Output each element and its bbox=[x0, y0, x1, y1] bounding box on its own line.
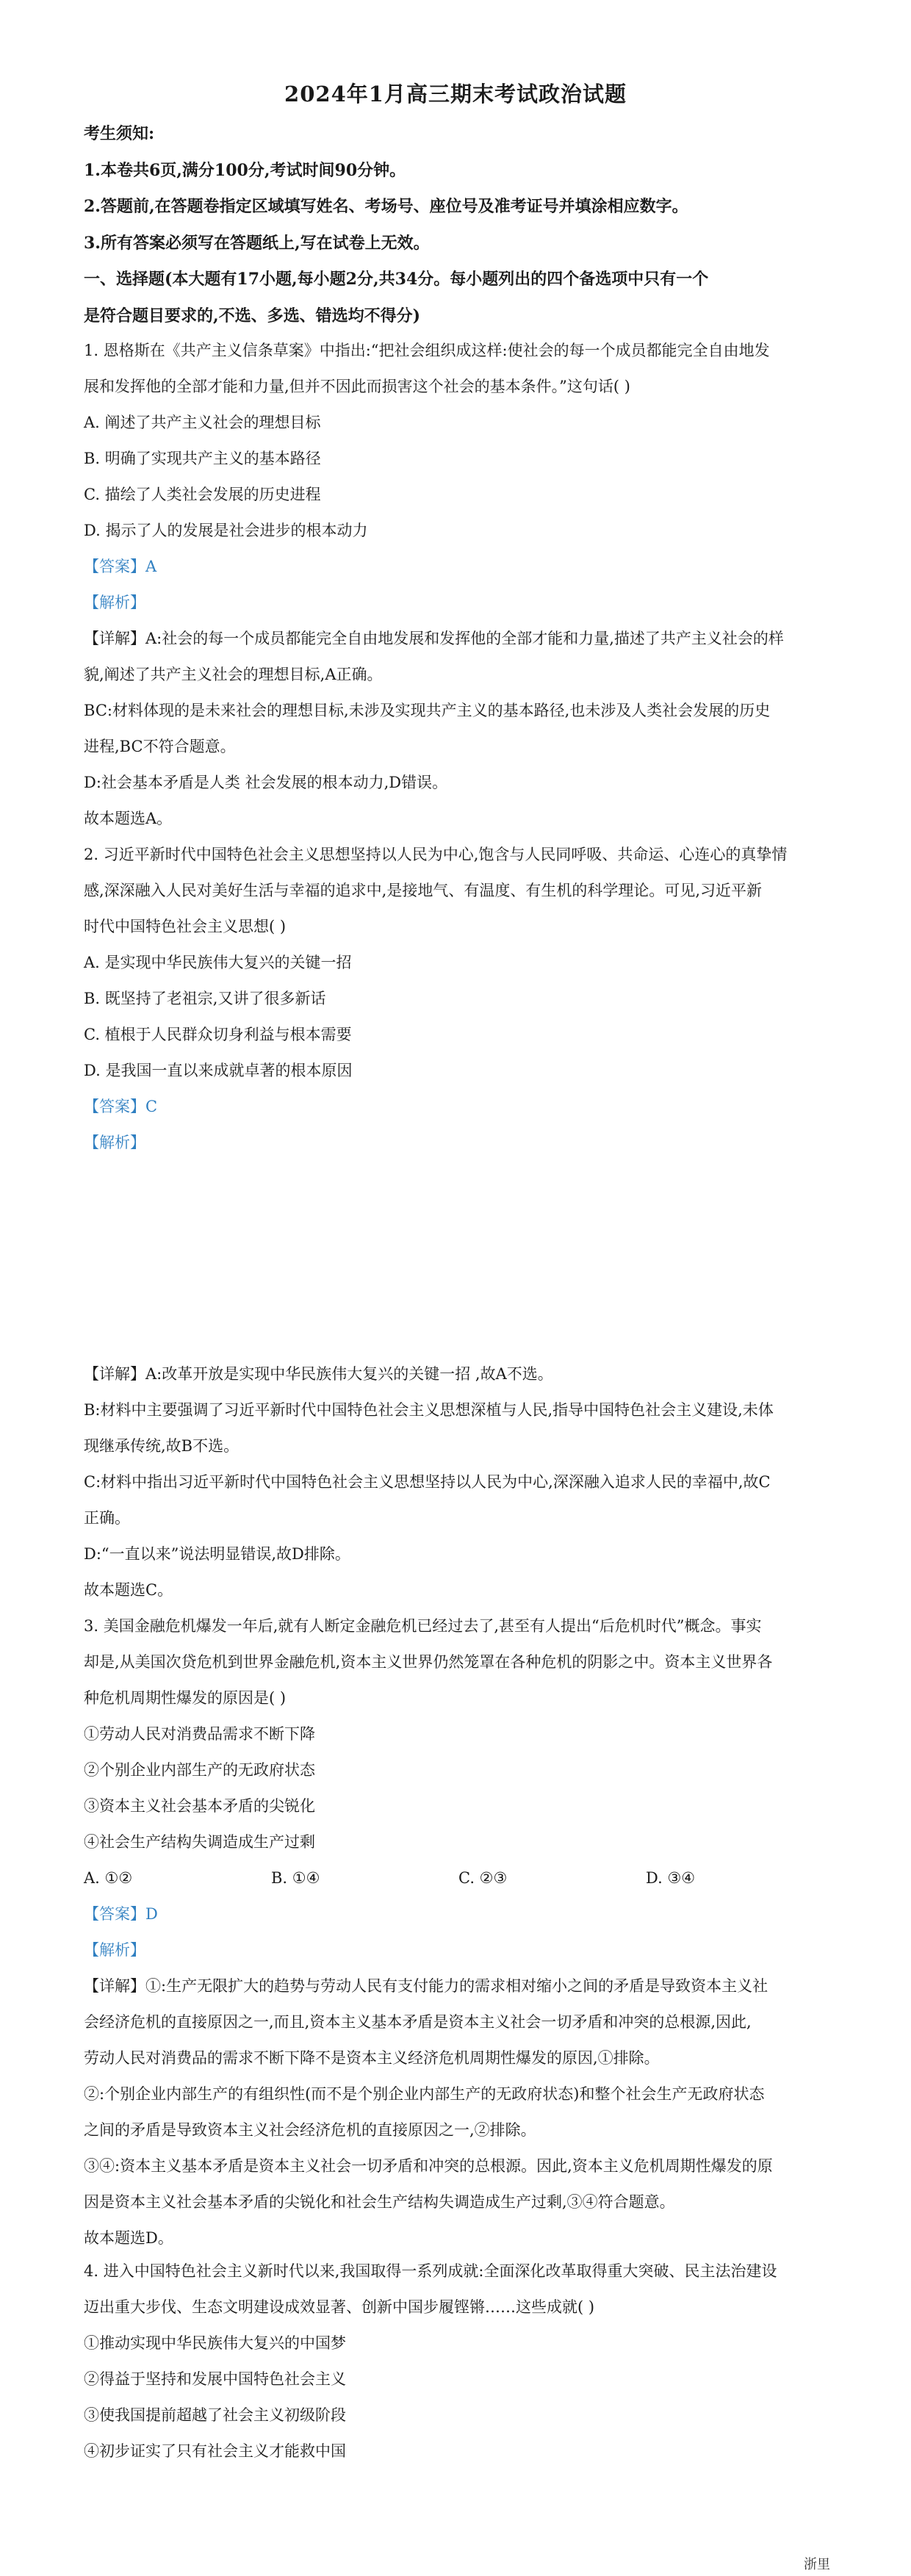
question-stem: 4. 进入中国特色社会主义新时代以来,我国取得一系列成就:全面深化改革取得重大突破、民主法治建设 bbox=[84, 2262, 777, 2280]
detail-line: C:材料中指出习近平新时代中国特色社会主义思想坚持以人民为中心,深深融入追求人民的幸福中,故C bbox=[84, 1473, 771, 1491]
question-3 bbox=[84, 1608, 833, 2256]
question-stem: 迈出重大步伐、生态文明建设成效显著、创新中国步履铿锵……这些成就( ) bbox=[84, 2298, 595, 2316]
question-4 bbox=[84, 2253, 833, 2469]
detail-line: ③④:资本主义基本矛盾是资本主义社会一切矛盾和冲突的总根源。因此,资本主义危机周期性爆发的原 bbox=[84, 2157, 773, 2175]
detail-line: D:“一直以来”说法明显错误,故D排除。 bbox=[84, 1545, 350, 1563]
question-2-detail bbox=[84, 1356, 833, 1608]
page-title: 2024年1月高三期末考试政治试题 bbox=[284, 82, 627, 107]
option-b: B. 明确了实现共产主义的基本路径 bbox=[84, 450, 321, 467]
detail-line: 故本题选C。 bbox=[84, 1581, 173, 1599]
detail-line: 会经济危机的直接原因之一,而且,资本主义基本矛盾是资本主义社会一切矛盾和冲突的总根源,因此, bbox=[84, 2013, 752, 2031]
footer-mark: 浙里 bbox=[804, 2557, 830, 2572]
option-a: A. 阐述了共产主义社会的理想目标 bbox=[84, 414, 321, 431]
statement-item: ②得益于坚持和发展中国特色社会主义 bbox=[84, 2370, 346, 2388]
question-stem: 时代中国特色社会主义思想( ) bbox=[84, 918, 287, 935]
question-2 bbox=[84, 837, 833, 1161]
detail-line: BC:材料体现的是未来社会的理想目标,未涉及实现共产主义的基本路径,也未涉及人类社会发展的历史 bbox=[84, 702, 771, 719]
option-b: B. 既坚持了老祖宗,又讲了很多新话 bbox=[84, 990, 326, 1007]
options-row bbox=[84, 1860, 833, 1896]
option-d: D. ③④ bbox=[646, 1869, 696, 1887]
detail-line: 进程,BC不符合题意。 bbox=[84, 738, 236, 755]
statement-item: ①推动实现中华民族伟大复兴的中国梦 bbox=[84, 2334, 346, 2352]
notice-item: 3.所有答案必须写在答题纸上,写在试卷上无效。 bbox=[84, 233, 430, 253]
detail-line: 【详解】A:改革开放是实现中华民族伟大复兴的关键一招 ,故A不选。 bbox=[84, 1365, 553, 1383]
analysis-label: 【解析】 bbox=[84, 1134, 145, 1151]
option-c: C. 描绘了人类社会发展的历史进程 bbox=[84, 486, 321, 503]
option-d: D. 揭示了人的发展是社会进步的根本动力 bbox=[84, 522, 368, 539]
statement-item: ④社会生产结构失调造成生产过剩 bbox=[84, 1833, 315, 1851]
detail-line: ②:个别企业内部生产的有组织性(而不是个别企业内部生产的无政府状态)和整个社会生产无政府状态 bbox=[84, 2085, 765, 2103]
detail-line: 故本题选A。 bbox=[84, 810, 173, 827]
option-a: A. 是实现中华民族伟大复兴的关键一招 bbox=[84, 954, 352, 971]
question-1 bbox=[84, 333, 833, 837]
detail-line: 因是资本主义社会基本矛盾的尖锐化和社会生产结构失调造成生产过剩,③④符合题意。 bbox=[84, 2193, 675, 2211]
section-heading: 一、选择题(本大题有17小题,每小题2分,共34分。每小题列出的四个备选项中只有一个 bbox=[84, 270, 709, 289]
question-stem: 展和发挥他的全部才能和力量,但并不因此而损害这个社会的基本条件。”这句话( ) bbox=[84, 378, 630, 395]
section-heading: 是符合题目要求的,不选、多选、错选均不得分) bbox=[84, 306, 421, 325]
option-c: C. ②③ bbox=[458, 1869, 508, 1887]
notice-heading: 考生须知: bbox=[84, 124, 155, 143]
detail-line: B:材料中主要强调了习近平新时代中国特色社会主义思想深植与人民,指导中国特色社会主义建设,未体 bbox=[84, 1401, 774, 1419]
detail-line: 貌,阐述了共产主义社会的理想目标,A正确。 bbox=[84, 666, 383, 683]
notice-item: 1.本卷共6页,满分100分,考试时间90分钟。 bbox=[84, 160, 406, 180]
statement-item: ②个别企业内部生产的无政府状态 bbox=[84, 1761, 315, 1779]
analysis-label: 【解析】 bbox=[84, 1941, 145, 1959]
detail-line: 【详解】①:生产无限扩大的趋势与劳动人民有支付能力的需求相对缩小之间的矛盾是导致资本主义社 bbox=[84, 1977, 768, 1995]
notice-item: 2.答题前,在答题卷指定区域填写姓名、考场号、座位号及准考证号并填涂相应数字。 bbox=[84, 197, 688, 216]
detail-line: 正确。 bbox=[84, 1509, 130, 1527]
detail-line: 现继承传统,故B不选。 bbox=[84, 1437, 240, 1455]
question-stem: 1. 恩格斯在《共产主义信条草案》中指出:“把社会组织成这样:使社会的每一个成员都能完全自由地发 bbox=[84, 342, 770, 359]
notice-section bbox=[84, 116, 833, 334]
question-stem: 感,深深融入人民对美好生活与幸福的追求中,是接地气、有温度、有生机的科学理论。可见,习近平新 bbox=[84, 882, 763, 899]
statement-item: ④初步证实了只有社会主义才能救中国 bbox=[84, 2442, 346, 2460]
option-c: C. 植根于人民群众切身利益与根本需要 bbox=[84, 1026, 352, 1043]
option-a: A. ①② bbox=[84, 1869, 133, 1887]
analysis-label: 【解析】 bbox=[84, 594, 145, 611]
question-stem: 3. 美国金融危机爆发一年后,就有人断定金融危机已经过去了,甚至有人提出“后危机时代”概念。事实 bbox=[84, 1617, 762, 1635]
answer-label: 【答案】A bbox=[84, 558, 157, 575]
option-b: B. ①④ bbox=[271, 1869, 320, 1887]
statement-item: ③资本主义社会基本矛盾的尖锐化 bbox=[84, 1797, 315, 1815]
statement-item: ③使我国提前超越了社会主义初级阶段 bbox=[84, 2406, 346, 2424]
detail-line: 【详解】A:社会的每一个成员都能完全自由地发展和发挥他的全部才能和力量,描述了共产主义社会的样 bbox=[84, 630, 784, 647]
detail-line: 劳动人民对消费品的需求不断下降不是资本主义经济危机周期性爆发的原因,①排除。 bbox=[84, 2049, 660, 2067]
detail-line: D:社会基本矛盾是人类 社会发展的根本动力,D错误。 bbox=[84, 774, 448, 791]
question-stem: 却是,从美国次贷危机到世界金融危机,资本主义世界仍然笼罩在各种危机的阴影之中。资本主义世界各 bbox=[84, 1653, 773, 1671]
answer-label: 【答案】D bbox=[84, 1905, 158, 1923]
answer-label: 【答案】C bbox=[84, 1098, 158, 1115]
detail-line: 故本题选D。 bbox=[84, 2229, 173, 2247]
statement-item: ①劳动人民对消费品需求不断下降 bbox=[84, 1725, 315, 1743]
detail-line: 之间的矛盾是导致资本主义社会经济危机的直接原因之一,②排除。 bbox=[84, 2121, 536, 2139]
question-stem: 2. 习近平新时代中国特色社会主义思想坚持以人民为中心,饱含与人民同呼吸、共命运、心连心的真挚情 bbox=[84, 846, 788, 863]
question-stem: 种危机周期性爆发的原因是( ) bbox=[84, 1689, 287, 1707]
option-d: D. 是我国一直以来成就卓著的根本原因 bbox=[84, 1062, 353, 1079]
